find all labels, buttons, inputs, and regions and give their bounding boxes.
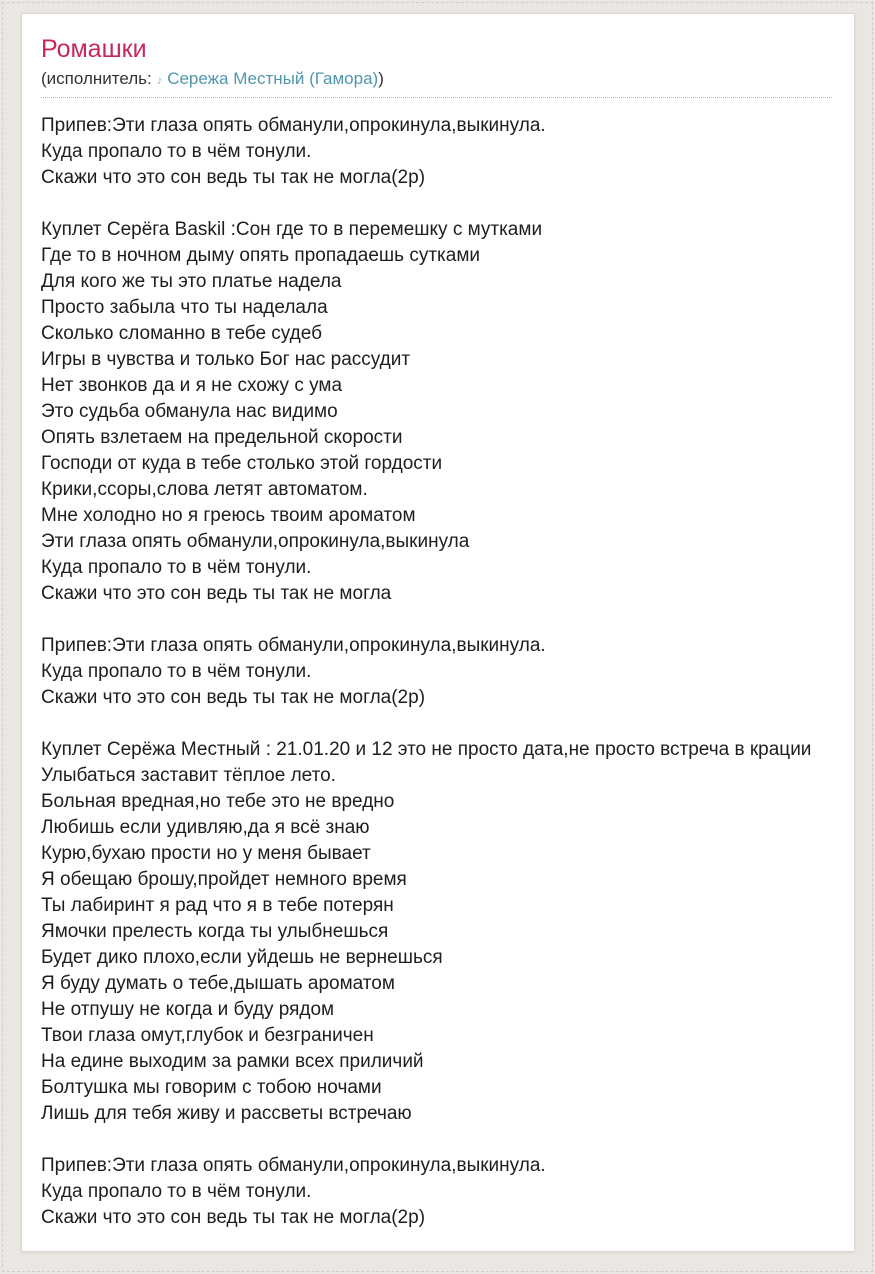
lyric-line: Скажи что это сон ведь ты так не могла(2р) bbox=[41, 686, 426, 708]
lyric-line: Не отпушу не когда и буду рядом bbox=[41, 998, 335, 1020]
lyric-line: Улыбаться заставит тёплое лето. bbox=[41, 764, 336, 786]
lyric-line: Эти глаза опять обманули,опрокинула,выкинула bbox=[41, 530, 470, 552]
lyric-line: Скажи что это сон ведь ты так не могла bbox=[41, 582, 392, 604]
lyric-line: Больная вредная,но тебе это не вредно bbox=[41, 790, 395, 812]
lyric-line: Я обещаю брошу,пройдет немного время bbox=[41, 868, 407, 890]
lyric-line: Господи от куда в тебе столько этой гордости bbox=[41, 452, 443, 474]
lyrics-text bbox=[41, 113, 854, 1231]
card-content bbox=[22, 14, 854, 1231]
lyric-line: Будет дико плохо,если уйдешь не вернешься bbox=[41, 946, 443, 968]
lyric-line: Куда пропало то в чём тонули. bbox=[41, 660, 312, 682]
artist-prefix-label: (исполнитель: bbox=[41, 68, 157, 88]
lyric-line: Лишь для тебя живу и рассветы встречаю bbox=[41, 1102, 412, 1124]
music-note-icon: ♪ bbox=[156, 72, 163, 87]
stanza-gap bbox=[41, 191, 854, 217]
lyric-line: Болтушка мы говорим с тобою ночами bbox=[41, 1076, 382, 1098]
lyric-line: Припев:Эти глаза опять обманули,опрокинула,выкинула. bbox=[41, 634, 546, 656]
lyric-line: На едине выходим за рамки всех приличий bbox=[41, 1050, 424, 1072]
lyric-line: Для кого же ты это платье надела bbox=[41, 270, 342, 292]
lyric-line: Куда пропало то в чём тонули. bbox=[41, 1180, 312, 1202]
artist-link[interactable] bbox=[156, 69, 378, 88]
lyric-line: Это судьба обманула нас видимо bbox=[41, 400, 338, 422]
lyric-line: Скажи что это сон ведь ты так не могла(2р) bbox=[41, 166, 426, 188]
lyric-line: Просто забыла что ты наделала bbox=[41, 296, 328, 318]
stanza-gap bbox=[41, 711, 854, 737]
lyric-line: Курю,бухаю прости но у меня бывает bbox=[41, 842, 371, 864]
artist-suffix-label: ) bbox=[378, 68, 384, 88]
lyric-line: Любишь если удивляю,да я всё знаю bbox=[41, 816, 370, 838]
lyric-line: Куда пропало то в чём тонули. bbox=[41, 140, 312, 162]
lyric-line: Ямочки прелесть когда ты улыбнешься bbox=[41, 920, 389, 942]
lyric-line: Припев:Эти глаза опять обманули,опрокинула,выкинула. bbox=[41, 1154, 546, 1176]
artist-line bbox=[41, 69, 832, 98]
stanza-gap bbox=[41, 1127, 854, 1153]
lyric-line: Игры в чувства и только Бог нас рассудит bbox=[41, 348, 411, 370]
lyric-line: Крики,ссоры,слова летят автоматом. bbox=[41, 478, 368, 500]
lyric-line: Где то в ночном дыму опять пропадаешь сутками bbox=[41, 244, 481, 266]
stanza-gap bbox=[41, 607, 854, 633]
lyric-line: Куплет Серёжа Местный : 21.01.20 и 12 это не просто дата,не просто встреча в крации bbox=[41, 738, 812, 760]
song-title: Ромашки bbox=[41, 35, 147, 63]
artist-name: Сережа Местный (Гамора) bbox=[167, 68, 379, 88]
lyric-line: Твои глаза омут,глубок и безграничен bbox=[41, 1024, 374, 1046]
lyric-line: Нет звонков да и я не схожу с ума bbox=[41, 374, 343, 396]
lyric-line: Опять взлетаем на предельной скорости bbox=[41, 426, 403, 448]
lyric-line: Куда пропало то в чём тонули. bbox=[41, 556, 312, 578]
lyric-line: Куплет Серёга Baskil :Сон где то в перемешку с мутками bbox=[41, 218, 543, 240]
lyric-line: Сколько сломанно в тебе судеб bbox=[41, 322, 323, 344]
lyric-line: Ты лабиринт я рад что я в тебе потерян bbox=[41, 894, 394, 916]
lyrics-card bbox=[21, 13, 855, 1252]
lyric-line: Я буду думать о тебе,дышать ароматом bbox=[41, 972, 395, 994]
lyric-line: Мне холодно но я греюсь твоим ароматом bbox=[41, 504, 416, 526]
lyric-line: Припев:Эти глаза опять обманули,опрокинула,выкинула. bbox=[41, 114, 546, 136]
lyric-line: Скажи что это сон ведь ты так не могла(2р) bbox=[41, 1206, 426, 1228]
